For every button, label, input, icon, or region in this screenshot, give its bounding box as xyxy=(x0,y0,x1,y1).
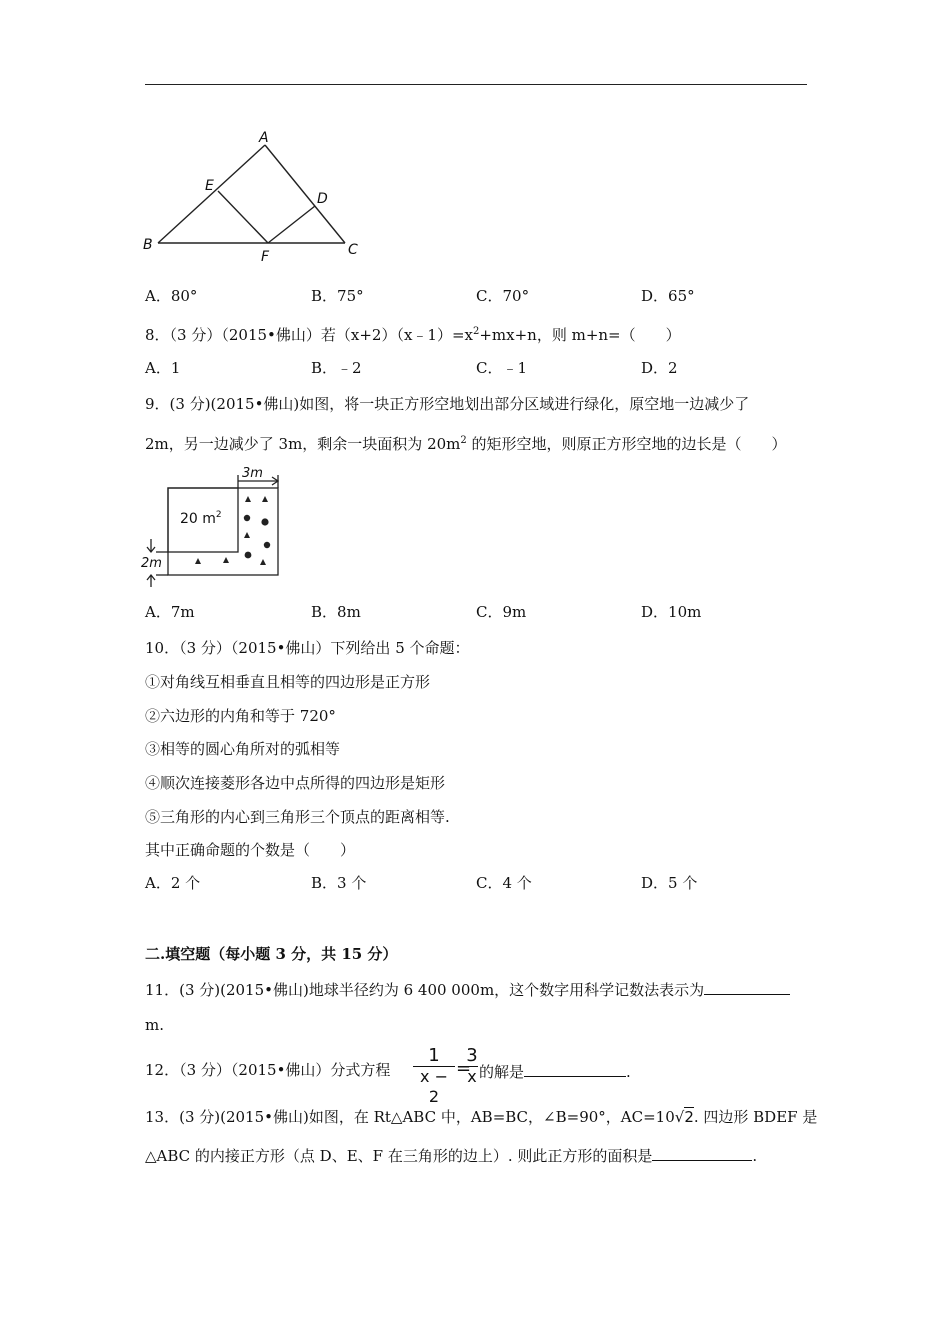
sqrt-symbol: √ xyxy=(674,1108,685,1126)
q13-end: . xyxy=(752,1147,758,1165)
q7-option-d: D．65° xyxy=(641,287,695,305)
area-label: 20 $m^2$ xyxy=(180,510,222,527)
q8-option-d: D．2 xyxy=(641,359,678,377)
q10-item-4: ④顺次连接菱形各边中点所得的四边形是矩形 xyxy=(145,774,446,792)
q8-sup: 2 xyxy=(472,326,480,337)
q12-frac2-denominator: x xyxy=(467,1067,477,1086)
sqrt-argument: 2 xyxy=(684,1108,694,1126)
q7-option-b: B．75° xyxy=(311,287,364,305)
q9-line2-b: 的矩形空地，则原正方形空地的边长是（ ） xyxy=(466,435,787,453)
q12-tail xyxy=(479,1060,631,1082)
section-title: 二.填空题（每小题 3 分，共 15 分） xyxy=(145,945,398,963)
q10-item-3: ③相等的圆心角所对的弧相等 xyxy=(145,740,341,758)
header-rule xyxy=(145,84,807,85)
q13-line1-a: 13．(3 分)(2015•佛山)如图，在 Rt△ABC 中，AB=BC，∠B=90°，AC=10 xyxy=(145,1108,675,1126)
q9-option-d: D．10m xyxy=(641,603,702,621)
label-c: C xyxy=(348,242,358,258)
q9-option-c: C．9m xyxy=(476,603,527,621)
label-b: B xyxy=(143,237,153,253)
q9-line1: 9．(3 分)(2015•佛山)如图，将一块正方形空地划出部分区域进行绿化，原空地一边减少了 xyxy=(145,395,750,413)
q13-line1-b: . 四边形 BDEF 是 xyxy=(693,1108,818,1126)
q10-stem: 10．（3 分）（2015•佛山）下列给出 5 个命题： xyxy=(145,639,470,657)
q12-answer-blank[interactable] xyxy=(524,1060,626,1077)
q9-line2-a: 2m，另一边减少了 3m，剩余一块面积为 20m xyxy=(145,435,461,453)
q10-option-d: D．5 个 xyxy=(641,874,698,892)
label-f: F xyxy=(261,249,270,265)
q11-answer-blank[interactable] xyxy=(704,978,790,995)
q12-fraction-2 xyxy=(466,1046,478,1087)
q12-fraction-1 xyxy=(413,1046,455,1107)
label-e: E xyxy=(205,178,214,194)
label-a: A xyxy=(259,130,269,146)
q7-option-c: C．70° xyxy=(476,287,530,305)
garden-figure xyxy=(140,465,300,590)
q9-option-a: A．7m xyxy=(145,603,195,621)
q10-item-2: ②六边形的内角和等于 720° xyxy=(145,707,336,725)
q7-option-a: A．80° xyxy=(145,287,198,305)
q12-end: . xyxy=(626,1063,631,1081)
top-dimension-label: 3m xyxy=(242,466,263,481)
q10-option-c: C．4 个 xyxy=(476,874,532,892)
q12-equals: = xyxy=(456,1058,472,1079)
q10-question: 其中正确命题的个数是（ ） xyxy=(145,841,356,859)
q8-option-a: A．1 xyxy=(145,359,181,377)
q12-tail-text: 的解是 xyxy=(479,1063,525,1081)
q12-stem: 12．（3 分）（2015•佛山）分式方程 xyxy=(145,1061,391,1079)
q13-line2-text: △ABC 的内接正方形（点 D、E、F 在三角形的边上）. 则此正方形的面积是 xyxy=(145,1147,653,1165)
q10-option-b: B．3 个 xyxy=(311,874,367,892)
q9-sup: 2 xyxy=(460,435,467,446)
q10-item-5: ⑤三角形的内心到三角形三个顶点的距离相等. xyxy=(145,808,450,826)
q13-answer-blank[interactable] xyxy=(652,1144,752,1161)
q13-line1 xyxy=(145,1107,817,1127)
q10-option-a: A．2 个 xyxy=(145,874,201,892)
q12-frac1-denominator: x − 2 xyxy=(420,1067,448,1106)
q9-line2 xyxy=(145,431,787,454)
q13-line2 xyxy=(145,1144,757,1166)
q8-stem xyxy=(145,322,681,345)
triangle-figure xyxy=(140,130,370,265)
q11-line2: m. xyxy=(145,1016,164,1034)
q8-option-b: B．﹣2 xyxy=(311,359,362,377)
q8-stem-b: +mx+n，则 m+n=（ ） xyxy=(479,326,681,344)
left-dimension-label: 2m xyxy=(141,556,162,571)
q12-frac1-numerator: 1 xyxy=(428,1045,440,1066)
q10-item-1: ①对角线互相垂直且相等的四边形是正方形 xyxy=(145,673,431,691)
q11-line1 xyxy=(145,978,790,1000)
q12-frac2-numerator: 3 xyxy=(466,1045,478,1066)
q11-text: 11．(3 分)(2015•佛山)地球半径约为 6 400 000m，这个数字用科学记数法表示为 xyxy=(145,981,705,999)
q9-option-b: B．8m xyxy=(311,603,361,621)
q8-option-c: C．﹣1 xyxy=(476,359,528,377)
label-d: D xyxy=(317,191,328,207)
q8-stem-a: 8．（3 分）（2015•佛山）若（x+2）（x﹣1）=x xyxy=(145,326,473,344)
